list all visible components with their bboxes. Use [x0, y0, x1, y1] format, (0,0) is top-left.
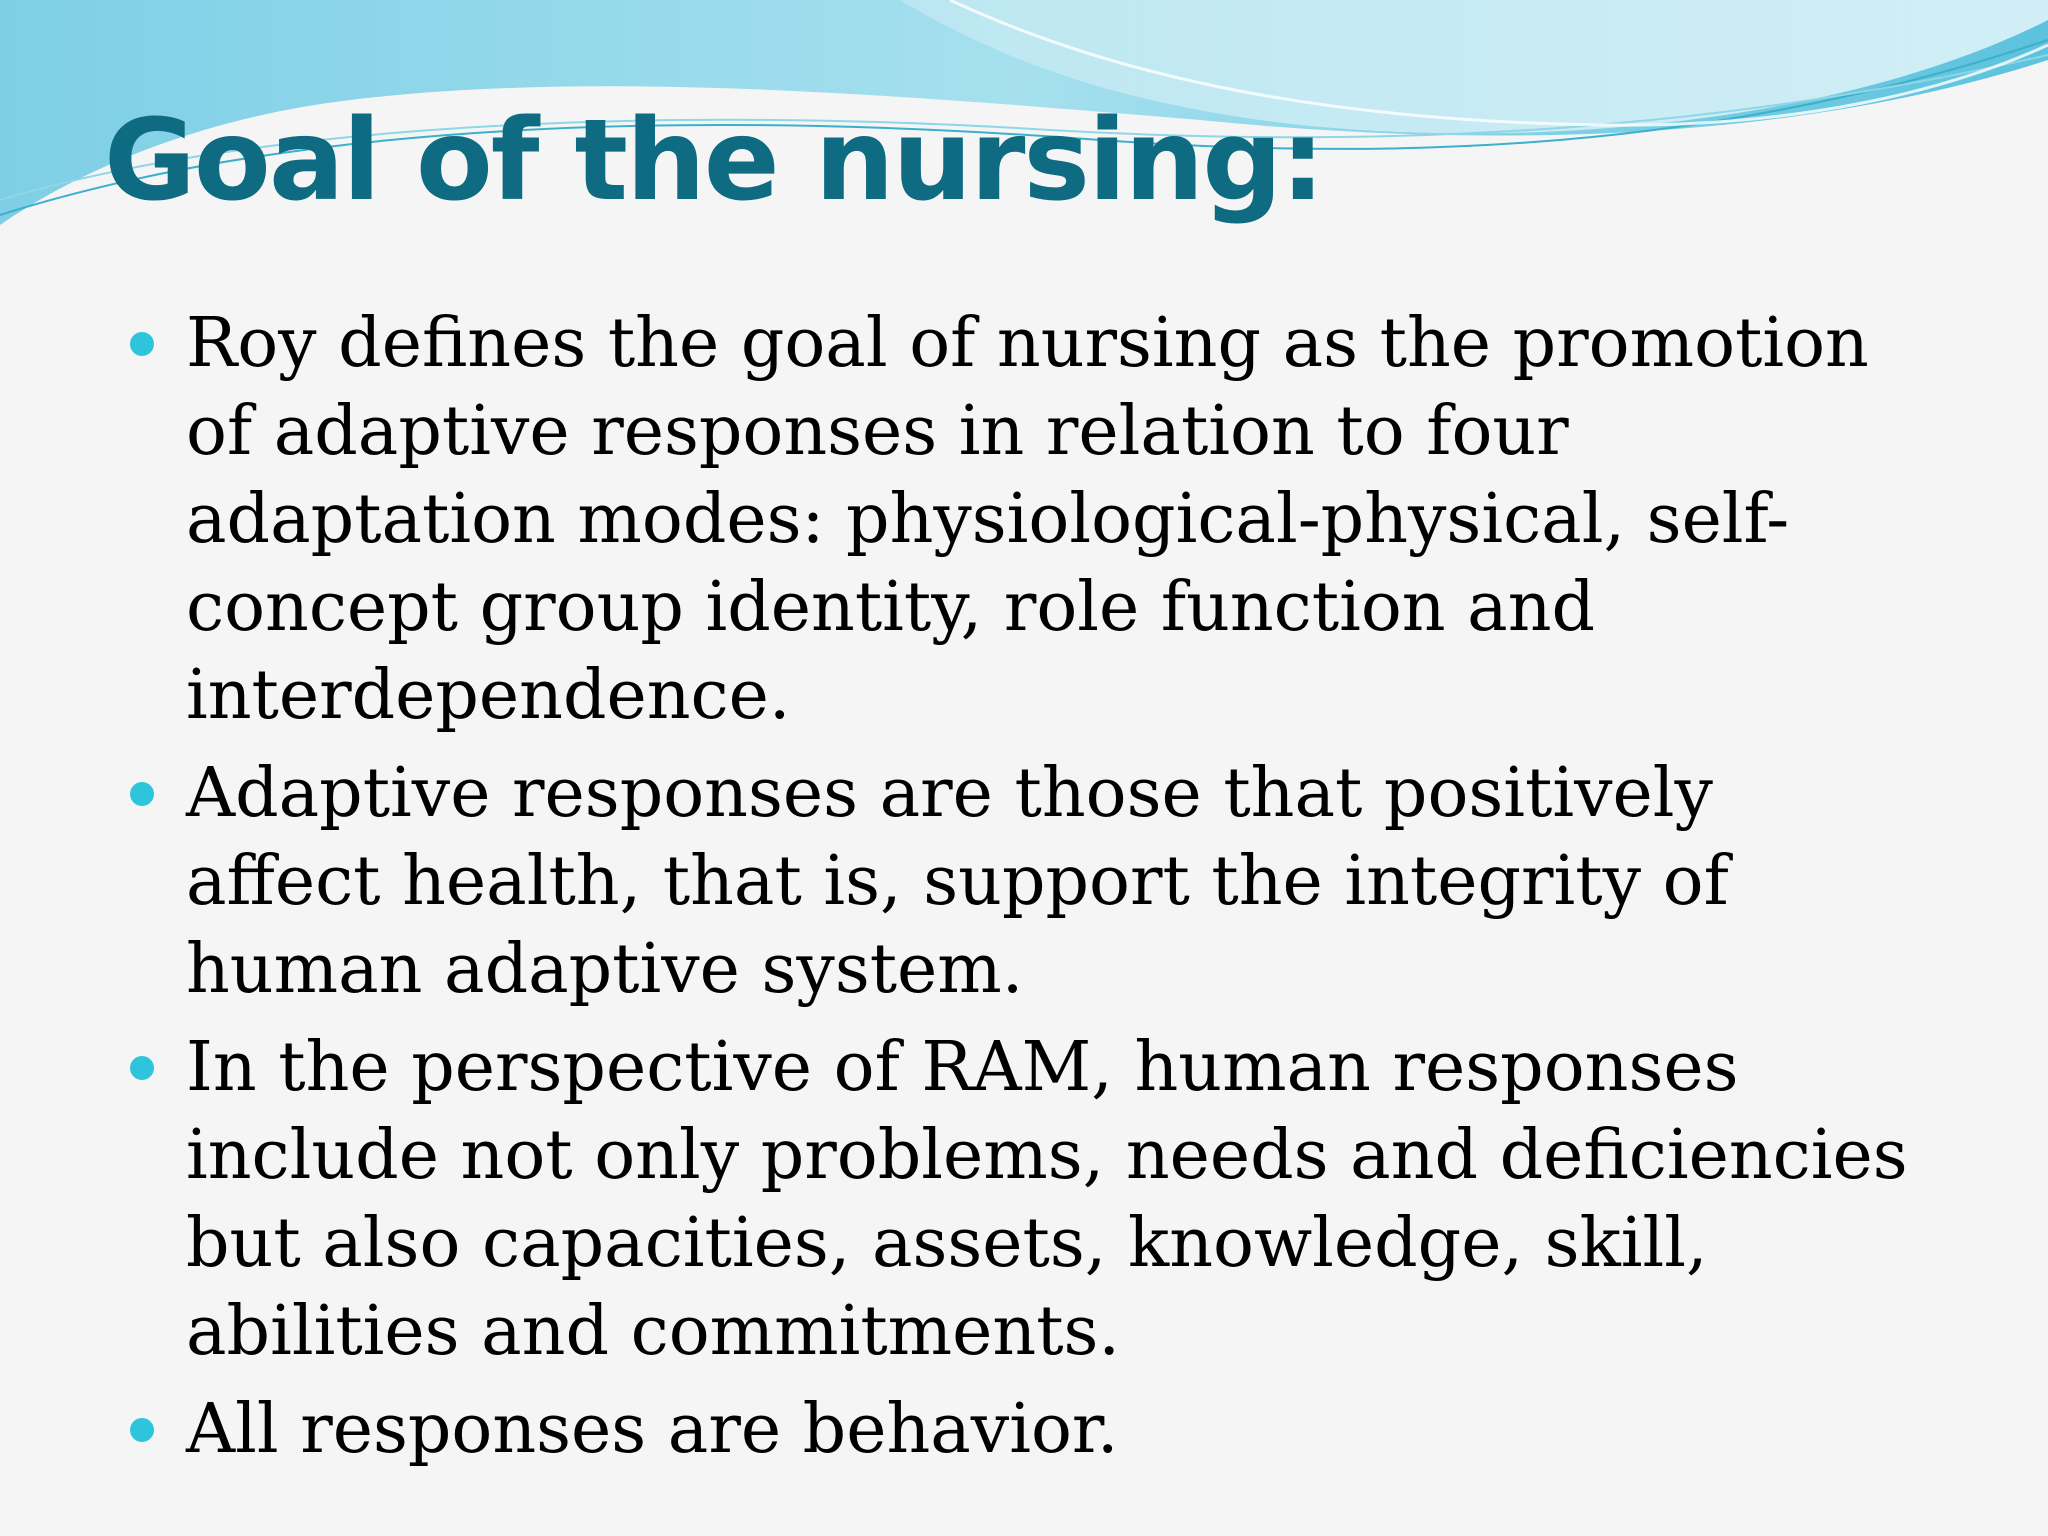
bullet-dot-icon — [130, 782, 154, 806]
list-item — [130, 1024, 1920, 1376]
bullet-dot-icon — [130, 1056, 154, 1080]
bullet-list — [130, 300, 1920, 1484]
bullet-text: Roy defines the goal of nursing as the promotion of adaptive responses in relation to four adaptation modes: physiological-physical, self-concept group identity, role function and interdependence. — [186, 304, 1869, 735]
bullet-dot-icon — [130, 1418, 154, 1442]
bullet-dot-icon — [130, 332, 154, 356]
bullet-text: All responses are behavior. — [186, 1390, 1119, 1469]
bullet-text: In the perspective of RAM, human responses include not only problems, needs and deficiencies but also capacities, assets, knowledge, skill, abilities and commitments. — [186, 1028, 1908, 1371]
list-item — [130, 750, 1920, 1014]
bullet-text: Adaptive responses are those that positively affect health, that is, support the integrity of human adaptive system. — [186, 754, 1729, 1009]
list-item — [130, 1386, 1920, 1474]
slide-title: Goal of the nursing: — [104, 96, 1324, 226]
list-item — [130, 300, 1920, 740]
